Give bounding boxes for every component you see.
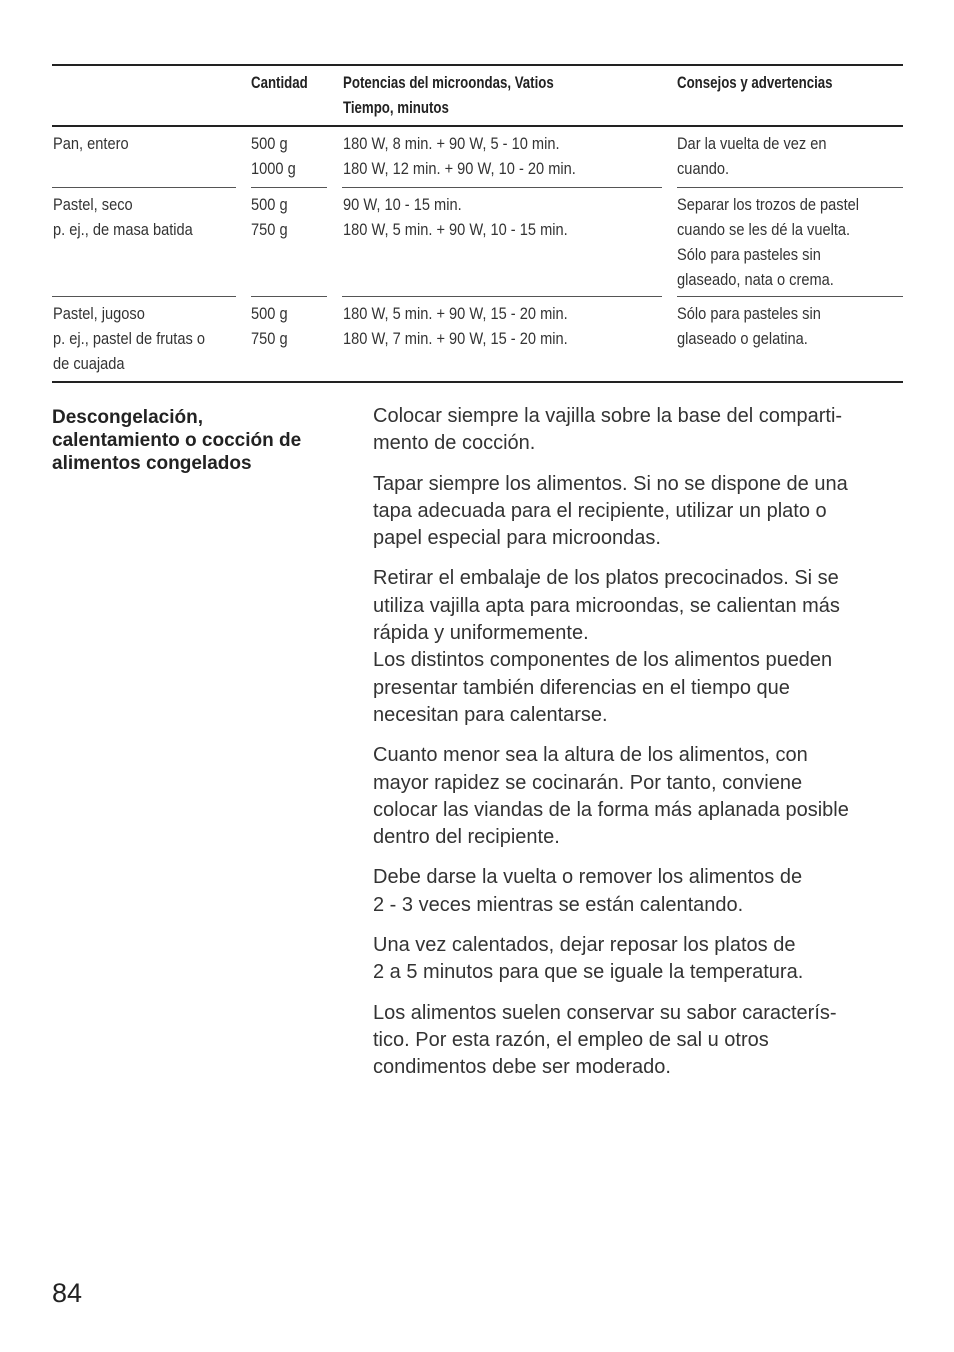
row2-power: 90 W, 10 - 15 min. 180 W, 5 min. + 90 W, 10 - 15 min. [343, 195, 568, 239]
paragraph: Tapar siempre los alimentos. Si no se dispone de una tapa adecuada para el recipiente, utilizar un plato o papel especial para microondas. [373, 472, 848, 550]
header-bottom-rule [52, 125, 903, 127]
paragraph: Los alimentos suelen conservar su sabor caracterís- tico. Por esta razón, el empleo de sal u otros condimentos debe ser moderado. [373, 1001, 837, 1079]
header-power: Potencias del microondas, Vatios Tiempo, minutos [343, 73, 554, 117]
row-divider [342, 187, 662, 188]
row2-food: Pastel, seco p. ej., de masa batida [53, 195, 193, 239]
row2-quantity: 500 g 750 g [251, 195, 288, 239]
row3-power: 180 W, 5 min. + 90 W, 15 - 20 min. 180 W, 7 min. + 90 W, 15 - 20 min. [343, 304, 568, 348]
header-tips: Consejos y advertencias [677, 73, 833, 92]
row1-quantity: 500 g 1000 g [251, 134, 296, 178]
row-divider [52, 296, 236, 297]
paragraph: Cuanto menor sea la altura de los alimentos, con mayor rapidez se cocinarán. Por tanto, conviene colocar las viandas de la forma más aplanada posible dentro del recipiente. [373, 744, 849, 849]
row3-food: Pastel, jugoso p. ej., pastel de frutas o de cuajada [53, 304, 205, 373]
row3-tips: Sólo para pasteles sin glaseado o gelatina. [677, 304, 821, 348]
row-divider [251, 296, 327, 297]
row2-tips: Separar los trozos de pastel cuando se les dé la vuelta. Sólo para pasteles sin glaseado, nata o crema. [677, 195, 860, 289]
section-body [373, 403, 903, 1095]
tips-divider [677, 187, 903, 188]
row-divider [52, 187, 236, 188]
row3-quantity: 500 g 750 g [251, 304, 288, 348]
paragraph: Colocar siempre la vajilla sobre la base del comparti- mento de cocción. [373, 405, 843, 455]
paragraph: Una vez calentados, dejar reposar los platos de 2 a 5 minutos para que se iguale la temperatura. [373, 934, 804, 984]
row-divider [251, 187, 327, 188]
row-divider [342, 296, 662, 297]
row1-food: Pan, entero [53, 134, 129, 153]
paragraph: Retirar el embalaje de los platos precocinados. Si se utiliza vajilla apta para microondas, se calientan más rápida y uniformemente. Los distintos componentes de los alimentos pueden presentar también diferencias en el tiempo que necesitan para calentarse. [373, 567, 840, 726]
table-bottom-rule [52, 381, 903, 383]
section-title: Descongelación, calentamiento o cocción de alimentos congelados [52, 407, 302, 474]
table-top-rule [52, 64, 903, 66]
row1-power: 180 W, 8 min. + 90 W, 5 - 10 min. 180 W, 12 min. + 90 W, 10 - 20 min. [343, 134, 576, 178]
row1-tips: Dar la vuelta de vez en cuando. [677, 134, 827, 178]
page-number: 84 [52, 1278, 83, 1308]
tips-divider [677, 296, 903, 297]
header-quantity: Cantidad [251, 73, 308, 92]
paragraph: Debe darse la vuelta o remover los alimentos de 2 - 3 veces mientras se están calentando. [373, 866, 803, 916]
cooking-table [52, 64, 903, 383]
